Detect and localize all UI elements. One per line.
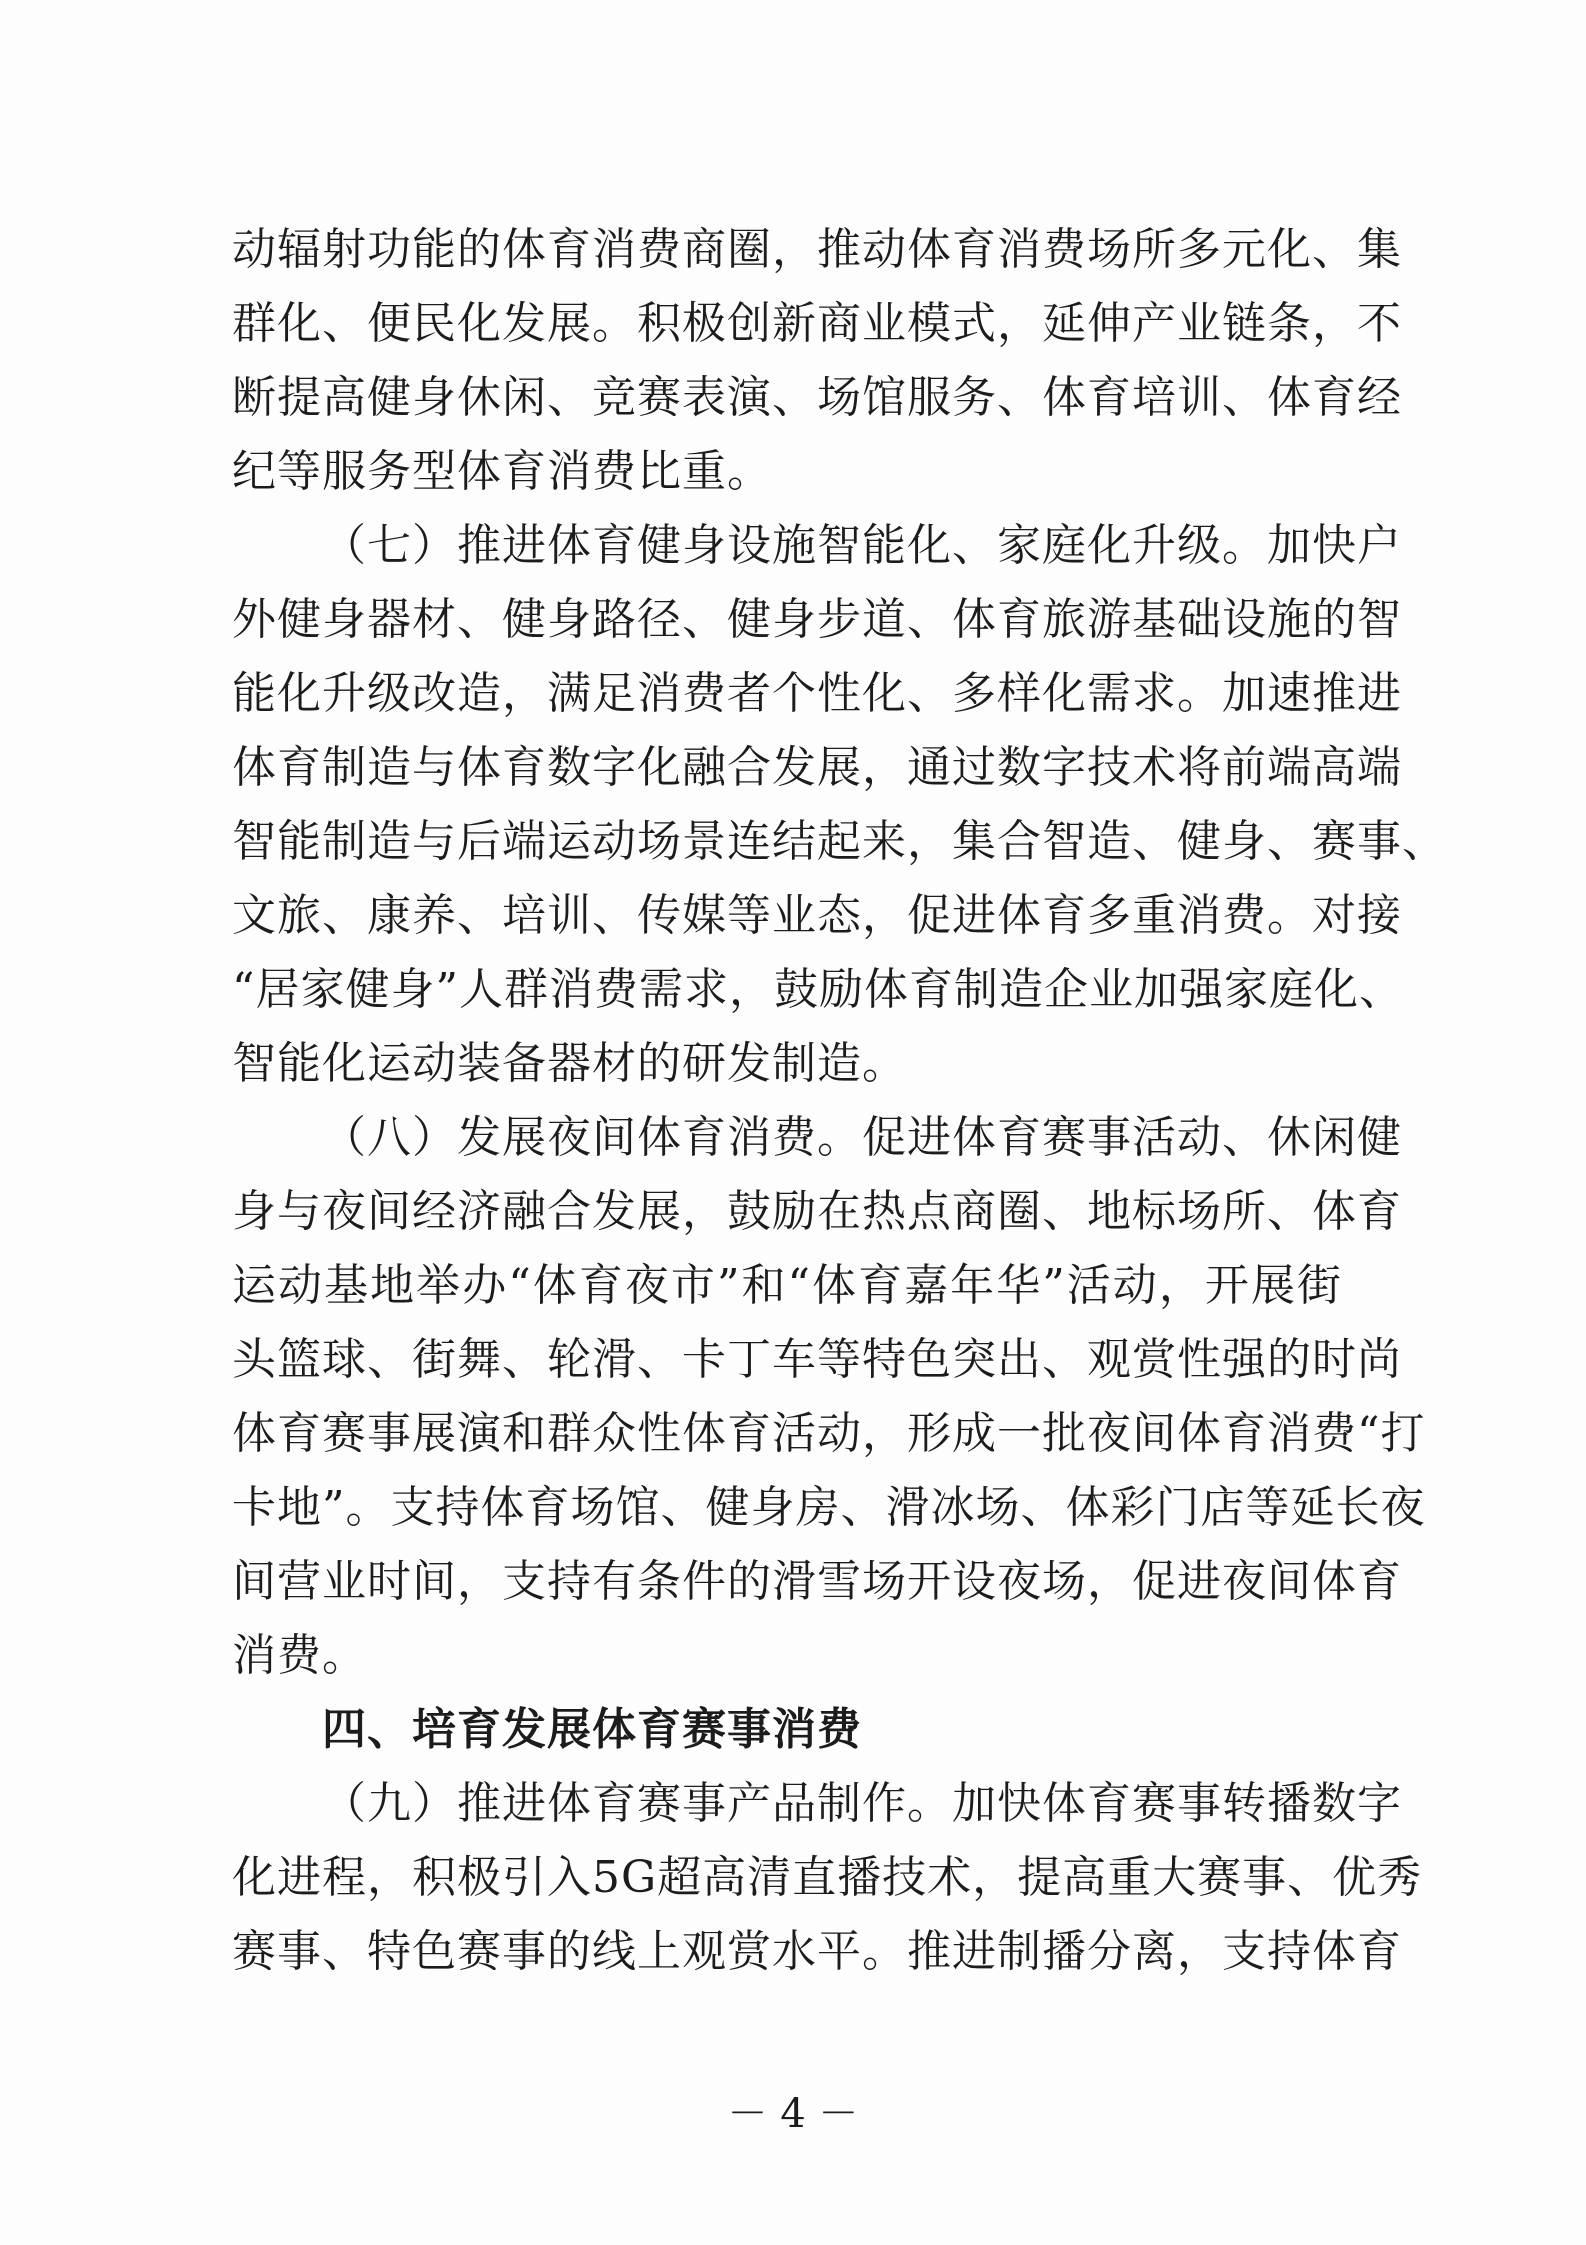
text-line: 外健身器材、健身路径、健身步道、体育旅游基础设施的智 — [232, 594, 1402, 645]
text-line: “居家健身”人群消费需求，鼓励体育制造企业加强家庭化、 — [232, 964, 1404, 1015]
text-line: 群化、便民化发展。积极创新商业模式，延伸产业链条，不 — [232, 298, 1402, 349]
text-line: 智能制造与后端运动场景连结起来，集合智造、健身、赛事、 — [232, 816, 1447, 867]
section-heading: 四、培育发展体育赛事消费 — [322, 1704, 862, 1755]
paragraph-8-first-line: （八）发展夜间体育消费。促进体育赛事活动、休闲健 — [322, 1112, 1402, 1163]
text-line: 卡地”。支持体育场馆、健身房、滑冰场、体彩门店等延长夜 — [232, 1482, 1426, 1533]
text-line: 运动基地举办“体育夜市”和“体育嘉年华”活动，开展街 — [232, 1260, 1342, 1311]
text-line: 间营业时间，支持有条件的滑雪场开设夜场，促进夜间体育 — [232, 1556, 1402, 1607]
page-number: － 4 － — [727, 2091, 859, 2137]
text-line: 体育制造与体育数字化融合发展，通过数字技术将前端高端 — [232, 742, 1402, 793]
text-line: 动辐射功能的体育消费商圈，推动体育消费场所多元化、集 — [232, 224, 1402, 275]
text-line: 体育赛事展演和群众性体育活动，形成一批夜间体育消费“打 — [232, 1408, 1426, 1459]
text-line: 纪等服务型体育消费比重。 — [232, 446, 772, 497]
text-line: 能化升级改造，满足消费者个性化、多样化需求。加速推进 — [232, 668, 1402, 719]
text-line: 文旅、康养、培训、传媒等业态，促进体育多重消费。对接 — [232, 890, 1402, 941]
text-line: 断提高健身休闲、竞赛表演、场馆服务、体育培训、体育经 — [232, 372, 1402, 423]
text-line: 化进程，积极引入5G超高清直播技术，提高重大赛事、优秀 — [232, 1852, 1423, 1903]
paragraph-9-first-line: （九）推进体育赛事产品制作。加快体育赛事转播数字 — [322, 1778, 1402, 1829]
text-line: 消费。 — [232, 1630, 367, 1681]
paragraph-7-first-line: （七）推进体育健身设施智能化、家庭化升级。加快户 — [322, 520, 1402, 571]
text-line: 身与夜间经济融合发展，鼓励在热点商圈、地标场所、体育 — [232, 1186, 1402, 1237]
text-line: 赛事、特色赛事的线上观赏水平。推进制播分离，支持体育 — [232, 1926, 1402, 1977]
text-line: 智能化运动装备器材的研发制造。 — [232, 1038, 907, 1089]
text-line: 头篮球、街舞、轮滑、卡丁车等特色突出、观赏性强的时尚 — [232, 1334, 1402, 1385]
